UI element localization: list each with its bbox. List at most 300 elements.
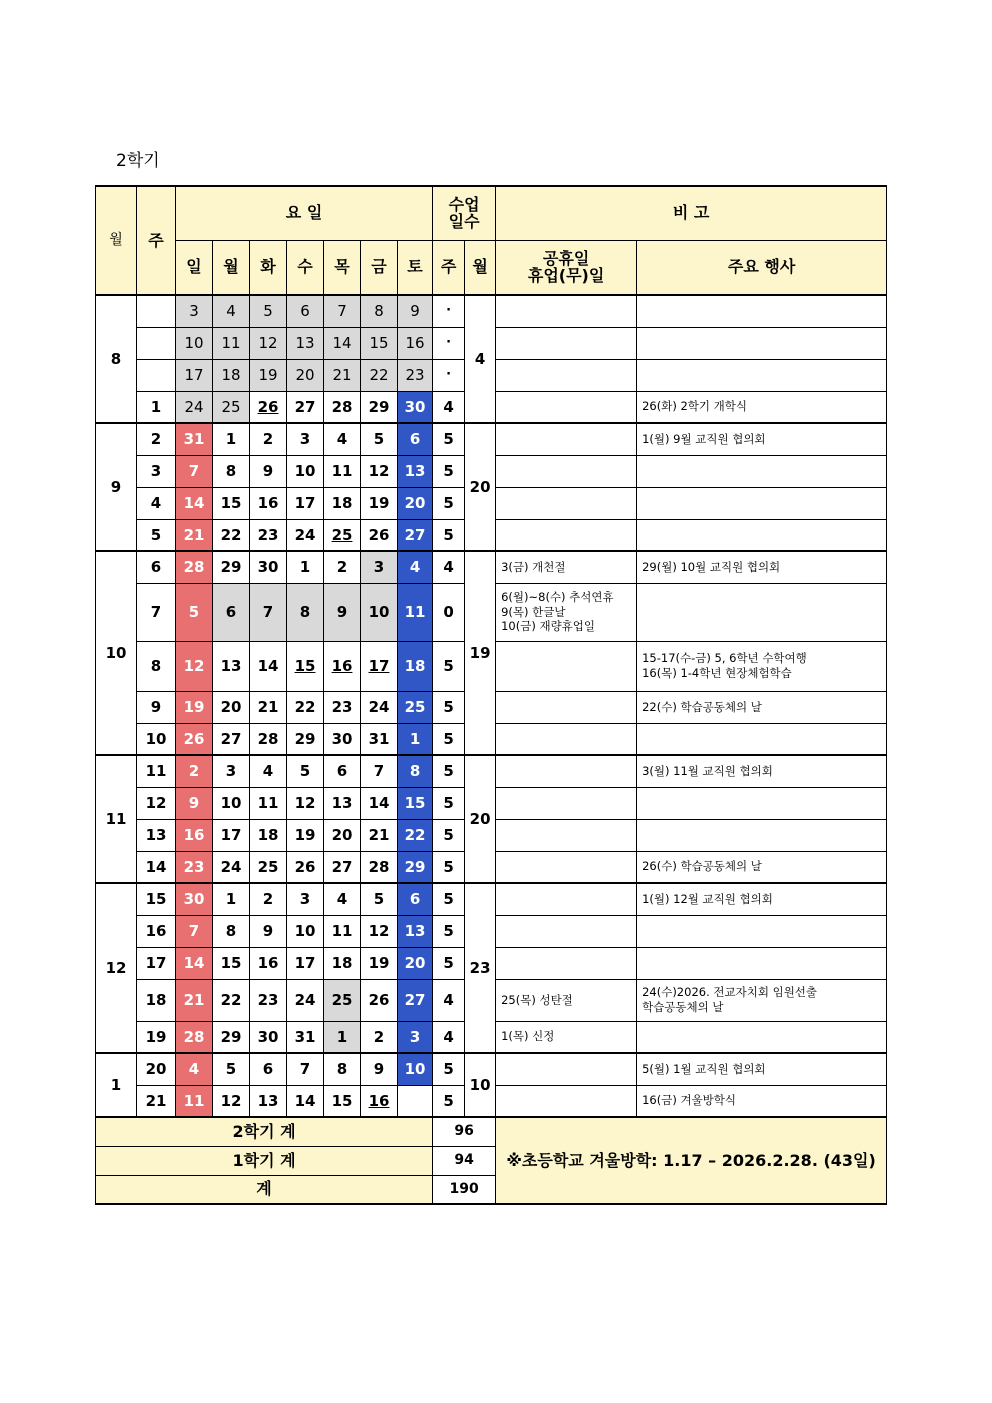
day-cell: 8 bbox=[287, 583, 324, 641]
event-note bbox=[637, 723, 887, 755]
week-number: 5 bbox=[137, 519, 176, 551]
weekly-school-days: 5 bbox=[433, 423, 465, 455]
day-cell: 21 bbox=[176, 979, 213, 1021]
week-number: 10 bbox=[137, 723, 176, 755]
day-cell: 3 bbox=[361, 551, 398, 583]
day-cell: 29 bbox=[213, 1021, 250, 1053]
day-cell: 11 bbox=[398, 583, 433, 641]
week-number bbox=[137, 327, 176, 359]
day-cell: 1 bbox=[213, 883, 250, 915]
holiday-note bbox=[496, 947, 637, 979]
event-note: 26(수) 학습공동체의 날 bbox=[637, 851, 887, 883]
header-week: 주 bbox=[137, 186, 176, 295]
day-cell: 9 bbox=[361, 1053, 398, 1085]
event-note bbox=[637, 947, 887, 979]
header-holidays: 공휴일 휴업(무)일 bbox=[496, 240, 637, 295]
day-cell: 3 bbox=[398, 1021, 433, 1053]
day-cell: 10 bbox=[287, 455, 324, 487]
header-day-6: 토 bbox=[398, 240, 433, 295]
event-note bbox=[637, 583, 887, 641]
day-cell: 12 bbox=[250, 327, 287, 359]
day-cell: 22 bbox=[213, 519, 250, 551]
month-label: 10 bbox=[96, 551, 137, 755]
day-cell: 18 bbox=[324, 947, 361, 979]
day-cell: 27 bbox=[213, 723, 250, 755]
week-number: 21 bbox=[137, 1085, 176, 1117]
header-day-4: 목 bbox=[324, 240, 361, 295]
day-cell: 16 bbox=[361, 1085, 398, 1117]
event-note: 3(월) 11월 교직원 협의회 bbox=[637, 755, 887, 787]
day-cell: 17 bbox=[287, 487, 324, 519]
event-note: 26(화) 2학기 개학식 bbox=[637, 391, 887, 423]
day-cell: 7 bbox=[287, 1053, 324, 1085]
holiday-note bbox=[496, 423, 637, 455]
day-cell: 30 bbox=[250, 551, 287, 583]
day-cell: 6 bbox=[398, 883, 433, 915]
day-cell: 19 bbox=[361, 487, 398, 519]
day-cell: 12 bbox=[176, 641, 213, 691]
month-label: 12 bbox=[96, 883, 137, 1053]
month-label: 9 bbox=[96, 423, 137, 551]
event-note bbox=[637, 487, 887, 519]
holiday-note bbox=[496, 1085, 637, 1117]
day-cell: 2 bbox=[176, 755, 213, 787]
day-cell: 24 bbox=[287, 519, 324, 551]
day-cell: 13 bbox=[398, 915, 433, 947]
day-cell: 2 bbox=[324, 551, 361, 583]
day-cell: 5 bbox=[287, 755, 324, 787]
day-cell: 11 bbox=[250, 787, 287, 819]
day-cell: 10 bbox=[287, 915, 324, 947]
day-cell: 14 bbox=[250, 641, 287, 691]
day-cell: 16 bbox=[250, 487, 287, 519]
academic-calendar-table bbox=[95, 185, 887, 1205]
day-cell: 21 bbox=[361, 819, 398, 851]
weekly-school-days: 5 bbox=[433, 787, 465, 819]
day-cell: 25 bbox=[213, 391, 250, 423]
holiday-note bbox=[496, 787, 637, 819]
week-number: 3 bbox=[137, 455, 176, 487]
day-cell: 14 bbox=[176, 487, 213, 519]
day-cell: 15 bbox=[213, 947, 250, 979]
day-cell: 8 bbox=[213, 455, 250, 487]
weekly-school-days: 4 bbox=[433, 979, 465, 1021]
day-cell: 5 bbox=[361, 883, 398, 915]
week-number: 19 bbox=[137, 1021, 176, 1053]
day-cell: 5 bbox=[176, 583, 213, 641]
day-cell: 26 bbox=[361, 519, 398, 551]
day-cell: 7 bbox=[176, 455, 213, 487]
day-cell: 4 bbox=[324, 423, 361, 455]
monthly-school-days: 4 bbox=[465, 295, 496, 423]
day-cell: 22 bbox=[213, 979, 250, 1021]
event-note: 5(월) 1월 교직원 협의회 bbox=[637, 1053, 887, 1085]
day-cell: 6 bbox=[250, 1053, 287, 1085]
day-cell: 8 bbox=[398, 755, 433, 787]
day-cell: 8 bbox=[361, 295, 398, 327]
event-note: 29(월) 10월 교직원 협의회 bbox=[637, 551, 887, 583]
day-cell: 2 bbox=[250, 883, 287, 915]
day-cell: 14 bbox=[287, 1085, 324, 1117]
day-cell: 27 bbox=[324, 851, 361, 883]
header-day-5: 금 bbox=[361, 240, 398, 295]
day-cell: 28 bbox=[324, 391, 361, 423]
header-events: 주요 행사 bbox=[637, 240, 887, 295]
day-cell: 20 bbox=[213, 691, 250, 723]
holiday-note bbox=[496, 915, 637, 947]
day-cell: 10 bbox=[398, 1053, 433, 1085]
day-cell: 17 bbox=[213, 819, 250, 851]
weekly-school-days: 5 bbox=[433, 947, 465, 979]
day-cell: 21 bbox=[324, 359, 361, 391]
weekly-school-days: · bbox=[433, 359, 465, 391]
day-cell: 1 bbox=[324, 1021, 361, 1053]
day-cell: 4 bbox=[213, 295, 250, 327]
day-cell: 9 bbox=[398, 295, 433, 327]
day-cell: 17 bbox=[176, 359, 213, 391]
day-cell: 3 bbox=[176, 295, 213, 327]
holiday-note bbox=[496, 851, 637, 883]
week-number: 9 bbox=[137, 691, 176, 723]
day-cell: 9 bbox=[250, 455, 287, 487]
holiday-note: 1(목) 신정 bbox=[496, 1021, 637, 1053]
day-cell: 14 bbox=[176, 947, 213, 979]
day-cell: 14 bbox=[324, 327, 361, 359]
day-cell: 11 bbox=[324, 915, 361, 947]
header-remarks: 비 고 bbox=[496, 186, 887, 240]
weekly-school-days: 5 bbox=[433, 915, 465, 947]
day-cell: 12 bbox=[361, 915, 398, 947]
day-cell: 21 bbox=[250, 691, 287, 723]
holiday-note: 3(금) 개천절 bbox=[496, 551, 637, 583]
week-number: 18 bbox=[137, 979, 176, 1021]
day-cell: 28 bbox=[176, 551, 213, 583]
header-weekdays: 요 일 bbox=[176, 186, 433, 240]
day-cell: 29 bbox=[287, 723, 324, 755]
holiday-note bbox=[496, 359, 637, 391]
event-note: 1(월) 12월 교직원 협의회 bbox=[637, 883, 887, 915]
day-cell: 1 bbox=[398, 723, 433, 755]
week-number: 20 bbox=[137, 1053, 176, 1085]
day-cell bbox=[398, 1085, 433, 1117]
event-note bbox=[637, 359, 887, 391]
day-cell: 13 bbox=[398, 455, 433, 487]
event-note: 24(수)2026. 전교자치회 임원선출 학습공동체의 날 bbox=[637, 979, 887, 1021]
monthly-school-days: 10 bbox=[465, 1053, 496, 1117]
header-day-2: 화 bbox=[250, 240, 287, 295]
day-cell: 24 bbox=[287, 979, 324, 1021]
holiday-note bbox=[496, 487, 637, 519]
day-cell: 8 bbox=[324, 1053, 361, 1085]
day-cell: 22 bbox=[361, 359, 398, 391]
holiday-note bbox=[496, 519, 637, 551]
day-cell: 24 bbox=[176, 391, 213, 423]
event-note bbox=[637, 819, 887, 851]
event-note bbox=[637, 327, 887, 359]
holiday-note bbox=[496, 691, 637, 723]
day-cell: 18 bbox=[250, 819, 287, 851]
day-cell: 29 bbox=[398, 851, 433, 883]
monthly-school-days: 23 bbox=[465, 883, 496, 1053]
day-cell: 21 bbox=[176, 519, 213, 551]
day-cell: 4 bbox=[250, 755, 287, 787]
weekly-school-days: 5 bbox=[433, 723, 465, 755]
day-cell: 18 bbox=[398, 641, 433, 691]
day-cell: 7 bbox=[361, 755, 398, 787]
week-number: 16 bbox=[137, 915, 176, 947]
weekly-school-days: 5 bbox=[433, 1085, 465, 1117]
weekly-school-days: 5 bbox=[433, 819, 465, 851]
day-cell: 17 bbox=[361, 641, 398, 691]
day-cell: 16 bbox=[176, 819, 213, 851]
week-number: 4 bbox=[137, 487, 176, 519]
event-note: 16(금) 겨울방학식 bbox=[637, 1085, 887, 1117]
day-cell: 23 bbox=[250, 519, 287, 551]
day-cell: 6 bbox=[398, 423, 433, 455]
event-note: 22(수) 학습공동체의 날 bbox=[637, 691, 887, 723]
month-label: 8 bbox=[96, 295, 137, 423]
weekly-school-days: 5 bbox=[433, 519, 465, 551]
day-cell: 15 bbox=[213, 487, 250, 519]
day-cell: 22 bbox=[398, 819, 433, 851]
day-cell: 31 bbox=[361, 723, 398, 755]
day-cell: 28 bbox=[250, 723, 287, 755]
day-cell: 16 bbox=[324, 641, 361, 691]
holiday-note bbox=[496, 327, 637, 359]
weekly-school-days: 5 bbox=[433, 1053, 465, 1085]
day-cell: 27 bbox=[287, 391, 324, 423]
day-cell: 15 bbox=[398, 787, 433, 819]
week-number: 6 bbox=[137, 551, 176, 583]
day-cell: 26 bbox=[361, 979, 398, 1021]
month-label: 1 bbox=[96, 1053, 137, 1117]
day-cell: 7 bbox=[324, 295, 361, 327]
day-cell: 4 bbox=[176, 1053, 213, 1085]
day-cell: 20 bbox=[324, 819, 361, 851]
day-cell: 17 bbox=[287, 947, 324, 979]
day-cell: 19 bbox=[176, 691, 213, 723]
weekly-school-days: 5 bbox=[433, 691, 465, 723]
day-cell: 24 bbox=[361, 691, 398, 723]
day-cell: 3 bbox=[287, 883, 324, 915]
day-cell: 13 bbox=[287, 327, 324, 359]
day-cell: 31 bbox=[287, 1021, 324, 1053]
weekly-school-days: 5 bbox=[433, 487, 465, 519]
day-cell: 6 bbox=[287, 295, 324, 327]
day-cell: 2 bbox=[361, 1021, 398, 1053]
week-number: 12 bbox=[137, 787, 176, 819]
weekly-school-days: 5 bbox=[433, 851, 465, 883]
day-cell: 25 bbox=[324, 979, 361, 1021]
semester-title: 2학기 bbox=[116, 151, 160, 171]
day-cell: 19 bbox=[361, 947, 398, 979]
day-cell: 7 bbox=[250, 583, 287, 641]
day-cell: 24 bbox=[213, 851, 250, 883]
header-day-0: 일 bbox=[176, 240, 213, 295]
weekly-school-days: · bbox=[433, 295, 465, 327]
day-cell: 11 bbox=[176, 1085, 213, 1117]
event-note bbox=[637, 455, 887, 487]
week-number: 2 bbox=[137, 423, 176, 455]
event-note bbox=[637, 915, 887, 947]
day-cell: 1 bbox=[287, 551, 324, 583]
weekly-school-days: 4 bbox=[433, 391, 465, 423]
day-cell: 13 bbox=[324, 787, 361, 819]
day-cell: 9 bbox=[176, 787, 213, 819]
week-number bbox=[137, 359, 176, 391]
day-cell: 23 bbox=[398, 359, 433, 391]
header-per-month: 월 bbox=[465, 240, 496, 295]
header-school-days: 수업 일수 bbox=[433, 186, 496, 240]
day-cell: 6 bbox=[324, 755, 361, 787]
event-note bbox=[637, 519, 887, 551]
day-cell: 28 bbox=[176, 1021, 213, 1053]
day-cell: 16 bbox=[398, 327, 433, 359]
day-cell: 26 bbox=[250, 391, 287, 423]
day-cell: 1 bbox=[213, 423, 250, 455]
day-cell: 13 bbox=[213, 641, 250, 691]
day-cell: 15 bbox=[324, 1085, 361, 1117]
day-cell: 30 bbox=[250, 1021, 287, 1053]
header-day-1: 월 bbox=[213, 240, 250, 295]
day-cell: 18 bbox=[213, 359, 250, 391]
grand-total-label: 계 bbox=[96, 1175, 433, 1204]
holiday-note bbox=[496, 391, 637, 423]
holiday-note bbox=[496, 641, 637, 691]
day-cell: 26 bbox=[176, 723, 213, 755]
day-cell: 3 bbox=[213, 755, 250, 787]
weekly-school-days: 4 bbox=[433, 1021, 465, 1053]
day-cell: 23 bbox=[250, 979, 287, 1021]
day-cell: 5 bbox=[250, 295, 287, 327]
day-cell: 12 bbox=[287, 787, 324, 819]
month-label: 11 bbox=[96, 755, 137, 883]
header-day-3: 수 bbox=[287, 240, 324, 295]
day-cell: 3 bbox=[287, 423, 324, 455]
holiday-note: 25(목) 성탄절 bbox=[496, 979, 637, 1021]
event-note: 15-17(수-금) 5, 6학년 수학여행 16(목) 1-4학년 현장체험학습 bbox=[637, 641, 887, 691]
day-cell: 26 bbox=[287, 851, 324, 883]
day-cell: 14 bbox=[361, 787, 398, 819]
day-cell: 30 bbox=[176, 883, 213, 915]
day-cell: 28 bbox=[361, 851, 398, 883]
event-note: 1(월) 9월 교직원 협의회 bbox=[637, 423, 887, 455]
day-cell: 5 bbox=[361, 423, 398, 455]
day-cell: 16 bbox=[250, 947, 287, 979]
day-cell: 11 bbox=[324, 455, 361, 487]
header-per-week: 주 bbox=[433, 240, 465, 295]
sem2-total-label: 2학기 계 bbox=[96, 1117, 433, 1146]
day-cell: 5 bbox=[213, 1053, 250, 1085]
holiday-note bbox=[496, 295, 637, 327]
day-cell: 20 bbox=[398, 947, 433, 979]
day-cell: 23 bbox=[324, 691, 361, 723]
holiday-note bbox=[496, 1053, 637, 1085]
day-cell: 11 bbox=[213, 327, 250, 359]
weekly-school-days: 5 bbox=[433, 883, 465, 915]
day-cell: 29 bbox=[213, 551, 250, 583]
week-number: 14 bbox=[137, 851, 176, 883]
day-cell: 12 bbox=[213, 1085, 250, 1117]
week-number: 1 bbox=[137, 391, 176, 423]
event-note bbox=[637, 1021, 887, 1053]
week-number: 13 bbox=[137, 819, 176, 851]
day-cell: 10 bbox=[176, 327, 213, 359]
day-cell: 27 bbox=[398, 979, 433, 1021]
day-cell: 30 bbox=[398, 391, 433, 423]
day-cell: 6 bbox=[213, 583, 250, 641]
day-cell: 7 bbox=[176, 915, 213, 947]
day-cell: 4 bbox=[324, 883, 361, 915]
sem2-total-value: 96 bbox=[433, 1117, 496, 1146]
day-cell: 15 bbox=[287, 641, 324, 691]
holiday-note bbox=[496, 883, 637, 915]
day-cell: 10 bbox=[361, 583, 398, 641]
weekly-school-days: 5 bbox=[433, 455, 465, 487]
holiday-note bbox=[496, 819, 637, 851]
day-cell: 4 bbox=[398, 551, 433, 583]
week-number bbox=[137, 295, 176, 327]
holiday-note bbox=[496, 723, 637, 755]
day-cell: 9 bbox=[250, 915, 287, 947]
day-cell: 8 bbox=[213, 915, 250, 947]
day-cell: 15 bbox=[361, 327, 398, 359]
day-cell: 18 bbox=[324, 487, 361, 519]
weekly-school-days: 0 bbox=[433, 583, 465, 641]
weekly-school-days: · bbox=[433, 327, 465, 359]
event-note bbox=[637, 787, 887, 819]
day-cell: 25 bbox=[324, 519, 361, 551]
holiday-note: 6(월)~8(수) 추석연휴 9(목) 한글날 10(금) 재량휴업일 bbox=[496, 583, 637, 641]
day-cell: 20 bbox=[398, 487, 433, 519]
grand-total-value: 190 bbox=[433, 1175, 496, 1204]
sem1-total-label: 1학기 계 bbox=[96, 1146, 433, 1175]
weekly-school-days: 4 bbox=[433, 551, 465, 583]
week-number: 7 bbox=[137, 583, 176, 641]
day-cell: 25 bbox=[398, 691, 433, 723]
day-cell: 29 bbox=[361, 391, 398, 423]
sem1-total-value: 94 bbox=[433, 1146, 496, 1175]
weekly-school-days: 5 bbox=[433, 641, 465, 691]
day-cell: 9 bbox=[324, 583, 361, 641]
day-cell: 13 bbox=[250, 1085, 287, 1117]
holiday-note bbox=[496, 755, 637, 787]
day-cell: 22 bbox=[287, 691, 324, 723]
monthly-school-days: 20 bbox=[465, 423, 496, 551]
day-cell: 2 bbox=[250, 423, 287, 455]
holiday-note bbox=[496, 455, 637, 487]
week-number: 8 bbox=[137, 641, 176, 691]
day-cell: 12 bbox=[361, 455, 398, 487]
day-cell: 27 bbox=[398, 519, 433, 551]
day-cell: 25 bbox=[250, 851, 287, 883]
day-cell: 10 bbox=[213, 787, 250, 819]
week-number: 15 bbox=[137, 883, 176, 915]
day-cell: 23 bbox=[176, 851, 213, 883]
winter-break-note: ※초등학교 겨울방학: 1.17 – 2026.2.28. (43일) bbox=[496, 1117, 887, 1204]
day-cell: 19 bbox=[287, 819, 324, 851]
event-note bbox=[637, 295, 887, 327]
day-cell: 19 bbox=[250, 359, 287, 391]
day-cell: 30 bbox=[324, 723, 361, 755]
week-number: 17 bbox=[137, 947, 176, 979]
monthly-school-days: 20 bbox=[465, 755, 496, 883]
day-cell: 20 bbox=[287, 359, 324, 391]
weekly-school-days: 5 bbox=[433, 755, 465, 787]
header-month: 월 bbox=[96, 186, 137, 295]
day-cell: 31 bbox=[176, 423, 213, 455]
week-number: 11 bbox=[137, 755, 176, 787]
